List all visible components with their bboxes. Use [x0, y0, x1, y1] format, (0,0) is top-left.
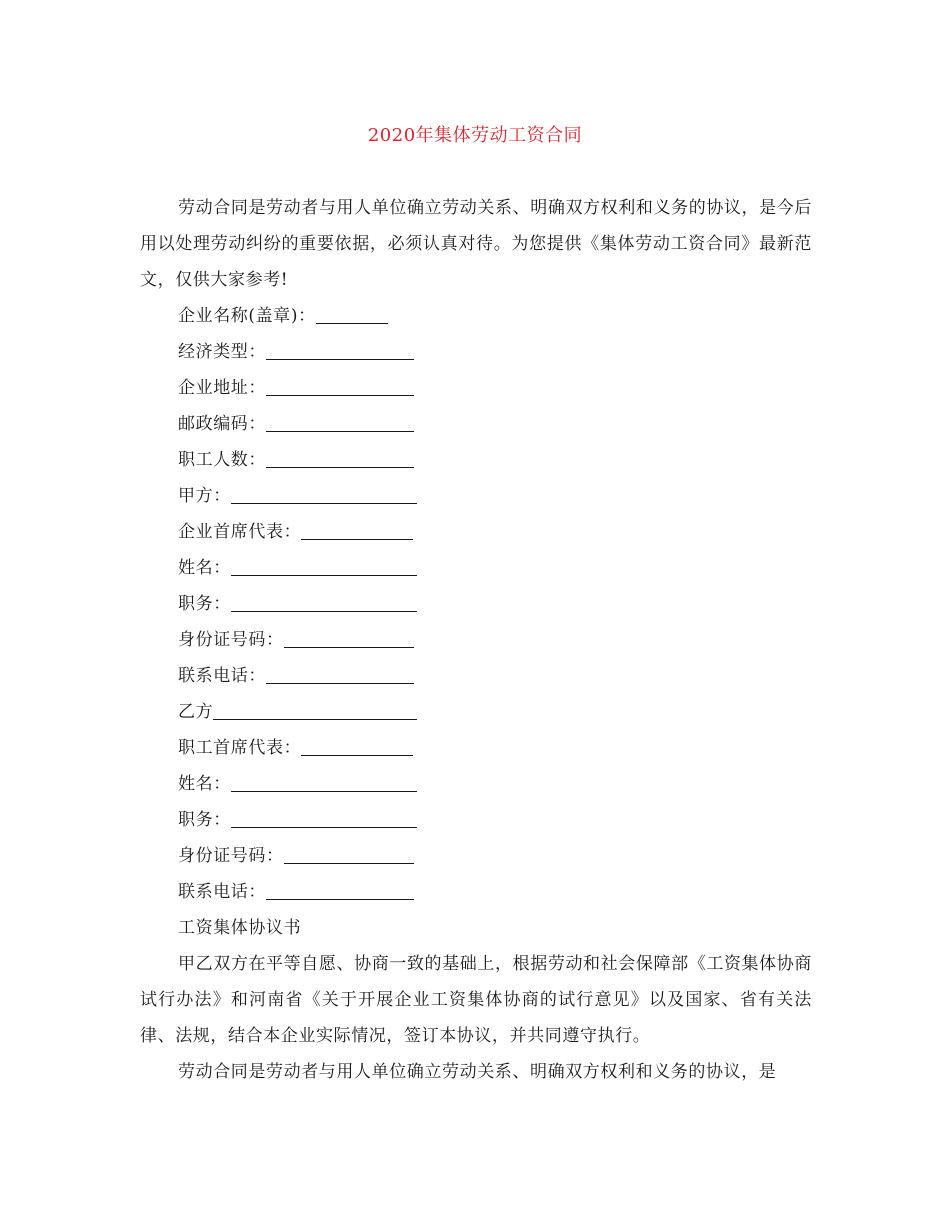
field-b-id-number — [140, 838, 812, 874]
section-heading: 工资集体协议书 — [178, 918, 302, 938]
field-postal-code — [140, 406, 812, 442]
field-a-id-number — [140, 622, 812, 658]
field-b-position — [140, 802, 812, 838]
field-label: 姓名： — [178, 774, 231, 794]
field-b-phone — [140, 874, 812, 910]
field-a-phone — [140, 658, 812, 694]
fill-blank — [266, 663, 414, 684]
fill-blank — [231, 771, 417, 792]
field-company-chief-rep — [140, 514, 812, 550]
field-company-name — [140, 298, 812, 334]
fill-blank — [231, 555, 417, 576]
fill-blank — [231, 591, 417, 612]
field-label: 企业地址： — [178, 378, 266, 398]
fill-blank — [266, 447, 414, 468]
field-label: 企业首席代表： — [178, 522, 302, 542]
fill-blank — [284, 843, 414, 864]
closing-paragraph: 劳动合同是劳动者与用人单位确立劳动关系、明确双方权利和义务的协议，是 — [178, 1062, 777, 1082]
fill-blank — [301, 519, 413, 540]
field-label: 姓名： — [178, 558, 231, 578]
field-a-position — [140, 586, 812, 622]
fill-blank — [231, 807, 417, 828]
field-label: 甲方： — [178, 486, 231, 506]
field-b-name — [140, 766, 812, 802]
fill-blank — [266, 411, 414, 432]
field-label: 职务： — [178, 810, 231, 830]
field-label: 职工人数： — [178, 450, 266, 470]
field-a-name — [140, 550, 812, 586]
field-party-b — [140, 694, 812, 730]
field-label: 职工首席代表： — [178, 738, 302, 758]
fill-blank — [316, 303, 388, 324]
field-label: 联系电话： — [178, 666, 266, 686]
document-title: 2020年集体劳动工资合同 — [367, 125, 583, 146]
agreement-paragraph: 甲乙双方在平等自愿、协商一致的基础上，根据劳动和社会保障部《工资集体协商试行办法》和河南省《关于开展企业工资集体协商的试行意见》以及国家、省有关法律、法规，结合本企业实际情况，签订本协议，并共同遵守执行。 — [140, 954, 812, 1046]
field-economic-type — [140, 334, 812, 370]
fill-blank — [266, 879, 414, 900]
fill-blank — [231, 483, 417, 504]
fill-blank — [266, 339, 414, 360]
field-employee-count — [140, 442, 812, 478]
field-label: 企业名称(盖章)： — [178, 306, 316, 326]
field-party-a — [140, 478, 812, 514]
intro-paragraph: 劳动合同是劳动者与用人单位确立劳动关系、明确双方权利和义务的协议，是今后用以处理劳动纠纷的重要依据，必须认真对待。为您提供《集体劳动工资合同》最新范文，仅供大家参考! — [140, 198, 812, 290]
field-label: 经济类型： — [178, 342, 266, 362]
fill-blank — [213, 699, 417, 720]
fill-blank — [266, 375, 414, 396]
fill-blank — [284, 627, 414, 648]
field-label: 身份证号码： — [178, 630, 284, 650]
fill-blank — [301, 735, 413, 756]
field-label: 邮政编码： — [178, 414, 266, 434]
field-employee-chief-rep — [140, 730, 812, 766]
field-label: 身份证号码： — [178, 846, 284, 866]
field-company-address — [140, 370, 812, 406]
document-body — [140, 190, 812, 1090]
field-label: 联系电话： — [178, 882, 266, 902]
field-label: 职务： — [178, 594, 231, 614]
field-label: 乙方 — [178, 702, 214, 722]
